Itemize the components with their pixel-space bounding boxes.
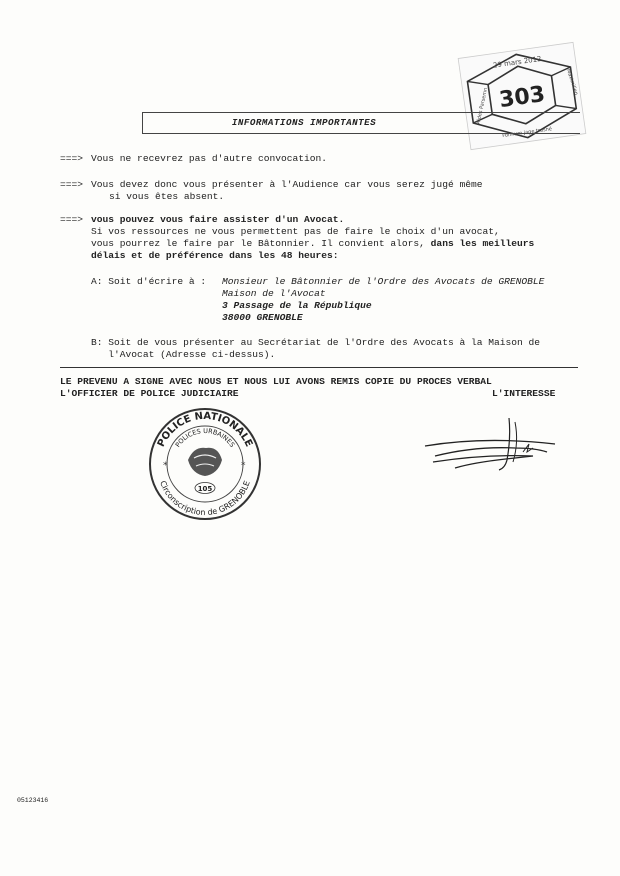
notice-arrow: ===> (60, 179, 84, 190)
seal-top-text: POLICE NATIONALE (155, 410, 255, 449)
stamp-date: 29 mars 2012 (492, 54, 542, 70)
address-line: 38000 GRENOBLE (222, 312, 303, 323)
divider (60, 367, 578, 368)
option-b-text: B: Soit de vous présenter au Secrétariat de l'Ordre des Avocats à la Maison de (91, 337, 541, 348)
option-a-label: A: Soit d'écrire à : (91, 276, 207, 287)
police-seal (144, 402, 266, 525)
notice-text: Si vos ressources ne vous permettent pas de faire le choix d'un avocat, (91, 226, 500, 237)
seal-emblem-icon (188, 448, 222, 476)
officer-label: L'OFFICIER DE POLICE JUDICIAIRE (60, 388, 239, 399)
stamp-right-text: Maximilien (564, 68, 579, 96)
seal-sub-text: POLICES URBAINES (173, 426, 237, 449)
stamp-number: 303 (497, 81, 547, 114)
address-line: 3 Passage de la République (222, 300, 372, 311)
stamp-left-text: Aides Parsemn (475, 87, 490, 125)
signature-statement: LE PREVENU A SIGNE AVEC NOUS ET NOUS LUI AVONS REMIS COPIE DU PROCES VERBAL (60, 376, 492, 387)
registration-stamp (456, 40, 588, 157)
document-code: 05123416 (17, 797, 49, 804)
address-line: Monsieur le Bâtonnier de l'Ordre des Avocats de GRENOBLE (222, 276, 545, 287)
notice-text: Vous ne recevrez pas d'autre convocation. (91, 153, 328, 164)
notice-text: si vous êtes absent. (109, 191, 225, 202)
seal-number: 105 (197, 485, 213, 493)
svg-text:POLICES URBAINES (174, 427, 236, 449)
svg-text:*: * (163, 461, 168, 471)
seal-bottom-text: Circonscription de GRENOBLE (158, 479, 252, 518)
option-b-text: l'Avocat (Adresse ci-dessus). (91, 349, 276, 360)
handwritten-signature (415, 418, 565, 493)
notice-text: Vous devez donc vous présenter à l'Audience car vous serez jugé même (91, 179, 483, 190)
page-title: INFORMATIONS IMPORTANTES (231, 117, 377, 128)
notice-arrow: ===> (60, 153, 84, 164)
address-line: Maison de l'Avocat (222, 288, 326, 299)
svg-text:*: * (241, 461, 246, 471)
notice-heading: vous pouvez vous faire assister d'un Avocat. (91, 214, 345, 225)
notice-deadline: délais et de préférence dans les 48 heures: (91, 250, 339, 261)
stamp-bottom-text: Fonnum jage trusné (501, 126, 553, 140)
notice-arrow: ===> (60, 214, 84, 225)
notice-text: vous pourrez le faire par le Bâtonnier. Il convient alors, dans les meilleurs (91, 238, 535, 249)
interested-label: L'INTERESSE (492, 388, 556, 399)
